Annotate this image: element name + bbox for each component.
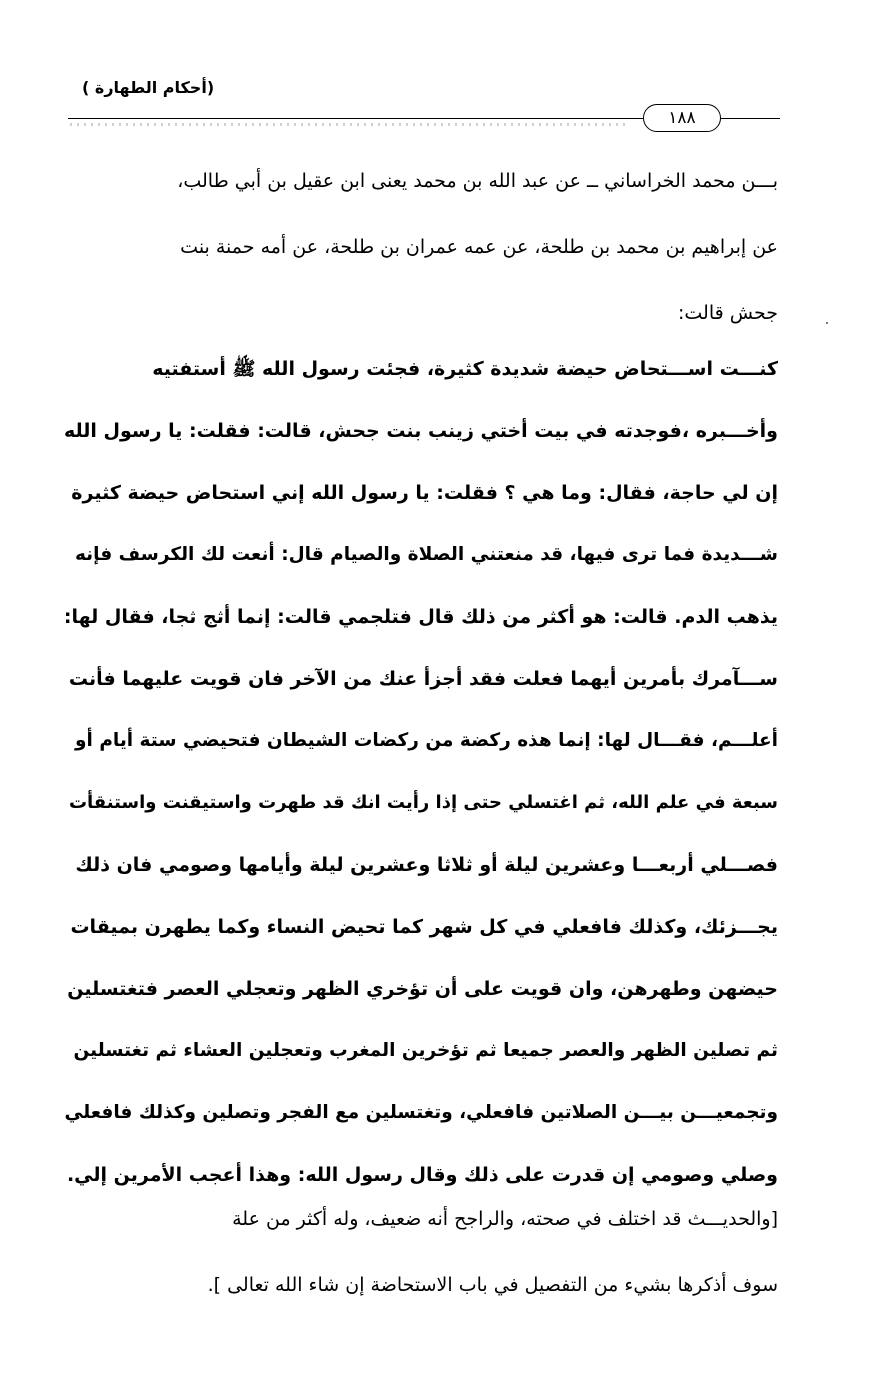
page-header <box>60 60 780 140</box>
text-line: يجـــزئك، وكذلك فافعلي في كل شهر كما تحيض النساء وكما يطهرن بميقات <box>70 916 778 938</box>
text-line: عن إبراهيم بن محمد بن طلحة، عن عمه عمران بن طلحة، عن أمه حمنة بنت <box>180 236 778 258</box>
margin-mark <box>826 322 828 324</box>
text-line: ثم تصلين الظهر والعصر جميعا ثم تؤخرين المغرب وتعجلين العشاء ثم تغتسلين <box>73 1040 778 1061</box>
header-rule-texture <box>70 123 630 126</box>
text-line: سبعة في علم الله، ثم اغتسلي حتى إذا رأيت انك قد طهرت واستيقنت واستنقأت <box>68 792 778 813</box>
hadith-paragraph <box>62 338 778 1206</box>
text-line: جحش قالت: <box>678 302 778 324</box>
text-line: كنـــت اســـتحاض حيضة شديدة كثيرة، فجئت رسول الله ﷺ أستفتيه <box>152 358 778 380</box>
page-number: ١٨٨ <box>643 104 721 132</box>
text-line: وصلي وصومي إن قدرت على ذلك وقال رسول الله: وهذا أعجب الأمرين إلي. <box>66 1164 778 1186</box>
text-line: فصـــلي أربعـــا وعشرين ليلة أو ثلاثا وعشرين ليلة وأيامها وصومي فان ذلك <box>75 854 778 876</box>
text-line: إن لي حاجة، فقال: وما هي ؟ فقلت: يا رسول الله إني استحاض حيضة كثيرة <box>71 482 778 504</box>
text-line: وتجمعيـــن بيـــن الصلاتين فافعلي، وتغتسلين مع الفجر وتصلين وكذلك فافعلي <box>64 1102 778 1123</box>
isnad-paragraph <box>62 148 778 346</box>
text-line: بـــن محمد الخراساني ــ عن عبد الله بن محمد يعنى ابن عقيل بن أبي طالب، <box>177 170 778 192</box>
text-line: سوف أذكرها بشيء من التفصيل في باب الاستحاضة إن شاء الله تعالى ]. <box>207 1274 778 1296</box>
text-line: أعلـــم، فقـــال لها: إنما هذه ركضة من ركضات الشيطان فتحيضي ستة أيام أو <box>75 730 778 751</box>
text-line: وأخـــبره ،فوجدته في بيت أختي زينب بنت جحش، قالت: فقلت: يا رسول الله <box>63 420 778 442</box>
authenticity-note <box>62 1186 778 1318</box>
text-line: ســـآمرك بأمرين أيهما فعلت فقد أجزأ عنك من الآخر فان قويت عليهما فأنت <box>68 668 778 690</box>
text-line: يذهب الدم. قالت: هو أكثر من ذلك قال فتلجمي قالت: إنما أثج ثجا، فقال لها: <box>63 606 778 628</box>
book-title: (أحكام الطهارة ) <box>82 78 215 97</box>
text-line: حيضهن وطهرهن، وان قويت على أن تؤخري الظهر وتعجلي العصر فتغتسلين <box>67 978 778 1000</box>
text-line: شـــديدة فما ترى فيها، قد منعتني الصلاة والصيام قال: أنعت لك الكرسف فإنه <box>74 544 778 565</box>
text-line: [والحديـــث قد اختلف في صحته، والراجح أنه ضعيف، وله أكثر من علة <box>232 1208 778 1230</box>
